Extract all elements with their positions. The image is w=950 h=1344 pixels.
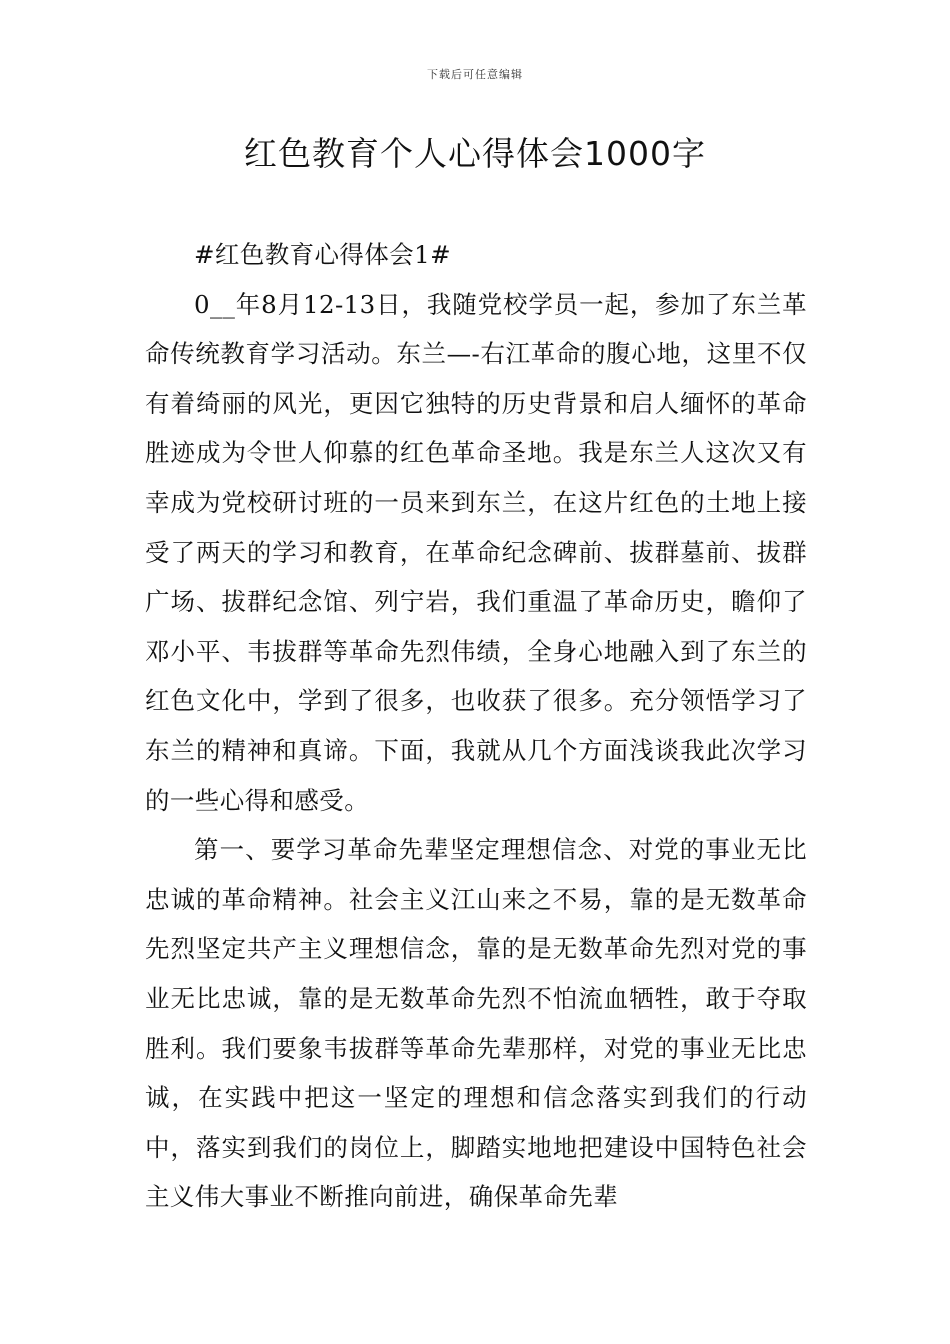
section-heading: #红色教育心得体会1#: [194, 240, 452, 269]
document-title: 红色教育个人心得体会1000字: [244, 134, 706, 173]
paragraph: 0__年8月12-13日，我随党校学员一起，参加了东兰革命传统教育学习活动。东兰—-右江革命的腹心地，这里不仅有着绮丽的风光，更因它独特的历史背景和启人缅怀的革命胜迹成为令世人仰慕的红色革命圣地。我是东兰人这次又有幸成为党校研讨班的一员来到东兰，在这片红色的土地上接受了两天的学习和教育，在革命纪念碑前、拔群墓前、拔群广场、拔群纪念馆、列宁岩，我们重温了革命历史，瞻仰了邓小平、韦拔群等革命先烈伟绩，全身心地融入到了东兰的红色文化中，学到了很多，也收获了很多。充分领悟学习了东兰的精神和真谛。下面，我就从几个方面浅谈我此次学习的一些心得和感受。: [145, 289, 807, 815]
paragraph: 第一、要学习革命先辈坚定理想信念、对党的事业无比忠诚的革命精神。社会主义江山来之不易，靠的是无数革命先烈坚定共产主义理想信念，靠的是无数革命先烈对党的事业无比忠诚，靠的是无数革命先烈不怕流血牺牲，敢于夺取胜利。我们要象韦拔群等革命先辈那样，对党的事业无比忠诚，在实践中把这一坚定的理想和信念落实到我们的行动中，落实到我们的岗位上，脚踏实地地把建设中国特色社会主义伟大事业不断推向前进，确保革命先辈: [145, 835, 807, 1212]
document-body: [145, 230, 807, 1222]
header-note: 下载后可任意编辑: [427, 68, 523, 81]
